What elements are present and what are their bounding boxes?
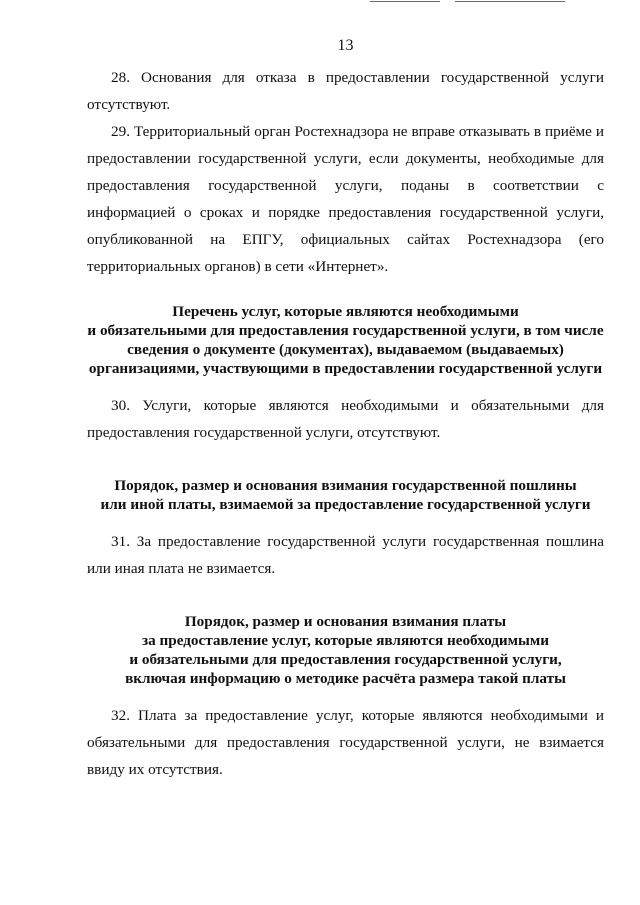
heading-line: или иной платы, взимаемой за предоставление государственной услуги (100, 496, 591, 513)
document-page (87, 36, 604, 783)
page-number: 13 (337, 37, 354, 54)
section-heading-fee-for-services (87, 612, 604, 688)
heading-line: Порядок, размер и основания взимания государственной пошлины (114, 477, 577, 494)
heading-line: включая информацию о методике расчёта размера такой платы (125, 670, 566, 687)
paragraph-29: 29. Территориальный орган Ростехнадзора не вправе отказывать в приёме и предоставлении государственной услуги, если документы, необходимые для предоставления государственной услуги, поданы в соответствии с информацией о сроках и порядке предоставления государственной услуги, опубликованной на ЕПГУ, официальных сайтах Ростехнадзора (его территориальных органов) в сети «Интернет». (87, 123, 604, 275)
scan-edge-artifact (0, 0, 640, 4)
paragraph-31: 31. За предоставление государственной услуги государственная пошлина или иная плата не взимается. (87, 533, 604, 577)
paragraph-30: 30. Услуги, которые являются необходимыми и обязательными для предоставления государственной услуги, отсутствуют. (87, 397, 604, 441)
scan-edge-stroke (455, 1, 565, 2)
heading-line: и обязательными для предоставления государственной услуги, в том числе (87, 322, 604, 339)
heading-line: за предоставление услуг, которые являются необходимыми (142, 632, 549, 649)
scan-edge-stroke (370, 1, 440, 2)
paragraph-32: 32. Плата за предоставление услуг, которые являются необходимыми и обязательными для предоставления государственной услуги, не взимается ввиду их отсутствия. (87, 707, 604, 778)
heading-line: Перечень услуг, которые являются необходимыми (172, 303, 519, 320)
section-heading-state-fee (87, 476, 604, 514)
heading-line: организациями, участвующими в предоставлении государственной услуги (88, 360, 603, 377)
heading-line: сведения о документе (документах), выдаваемом (выдаваемых) (127, 341, 564, 358)
heading-line: и обязательными для предоставления государственной услуги, (129, 651, 562, 668)
paragraph-28: 28. Основания для отказа в предоставлении государственной услуги отсутствуют. (87, 69, 604, 113)
heading-line: Порядок, размер и основания взимания платы (184, 613, 507, 630)
section-heading-required-services (87, 302, 604, 378)
